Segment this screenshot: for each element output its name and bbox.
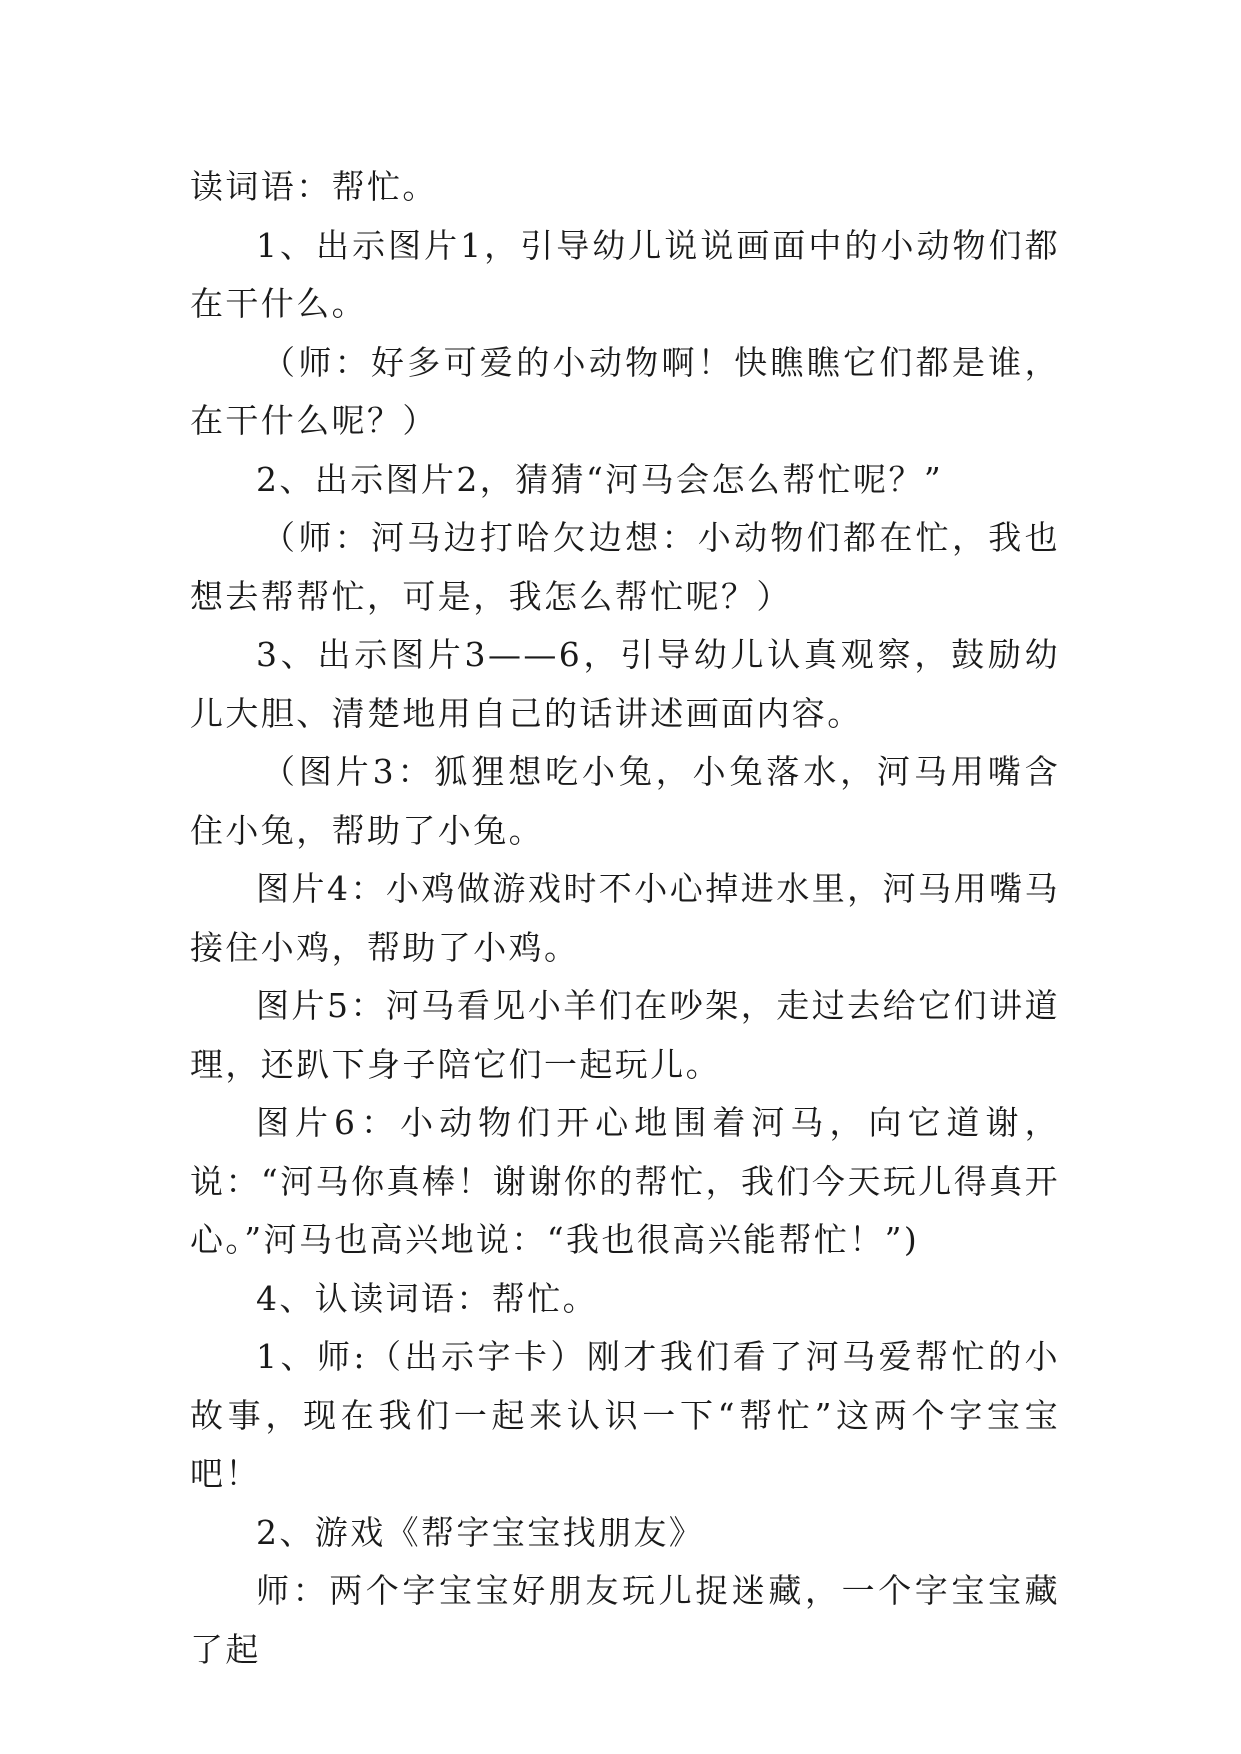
- paragraph: 师：两个字宝宝好朋友玩儿捉迷藏，一个字宝宝藏了起: [190, 1571, 1060, 1669]
- paragraph: （师：河马边打哈欠边想：小动物们都在忙，我也想去帮帮忙，可是，我怎么帮忙呢？）: [190, 518, 1060, 616]
- paragraph: 1、师:（出示字卡）刚才我们看了河马爱帮忙的小故事，现在我们一起来认识一下“帮忙”这两个字宝宝吧！: [190, 1337, 1060, 1493]
- paragraph: 2、出示图片2，猜猜“河马会怎么帮忙呢？”: [256, 459, 944, 499]
- paragraph: （师：好多可爱的小动物啊！快瞧瞧它们都是谁，在干什么呢？）: [190, 342, 1060, 440]
- paragraph: 图片4：小鸡做游戏时不小心掉进水里，河马用嘴马接住小鸡，帮助了小鸡。: [190, 869, 1060, 967]
- paragraph: 3、出示图片3——6，引导幼儿认真观察，鼓励幼儿大胆、清楚地用自己的话讲述画面内容。: [190, 635, 1060, 733]
- paragraph: （图片3：狐狸想吃小兔，小兔落水，河马用嘴含住小兔，帮助了小兔。: [190, 752, 1060, 850]
- paragraph: 读词语：帮忙。: [190, 167, 438, 206]
- paragraph: 1、出示图片1，引导幼儿说说画面中的小动物们都在干什么。: [190, 225, 1060, 323]
- paragraph: 图片5：河马看见小羊们在吵架，走过去给它们讲道理，还趴下身子陪它们一起玩儿。: [190, 986, 1060, 1084]
- document-body: [190, 158, 1060, 1679]
- paragraph: 2、游戏《帮字宝宝找朋友》: [256, 1512, 705, 1552]
- paragraph: 4、认读词语：帮忙。: [256, 1278, 598, 1318]
- paragraph: 图片6：小动物们开心地围着河马，向它道谢，说：“河马你真棒！谢谢你的帮忙，我们今天玩儿得真开心。”河马也高兴地说：“我也很高兴能帮忙！”): [190, 1103, 1060, 1259]
